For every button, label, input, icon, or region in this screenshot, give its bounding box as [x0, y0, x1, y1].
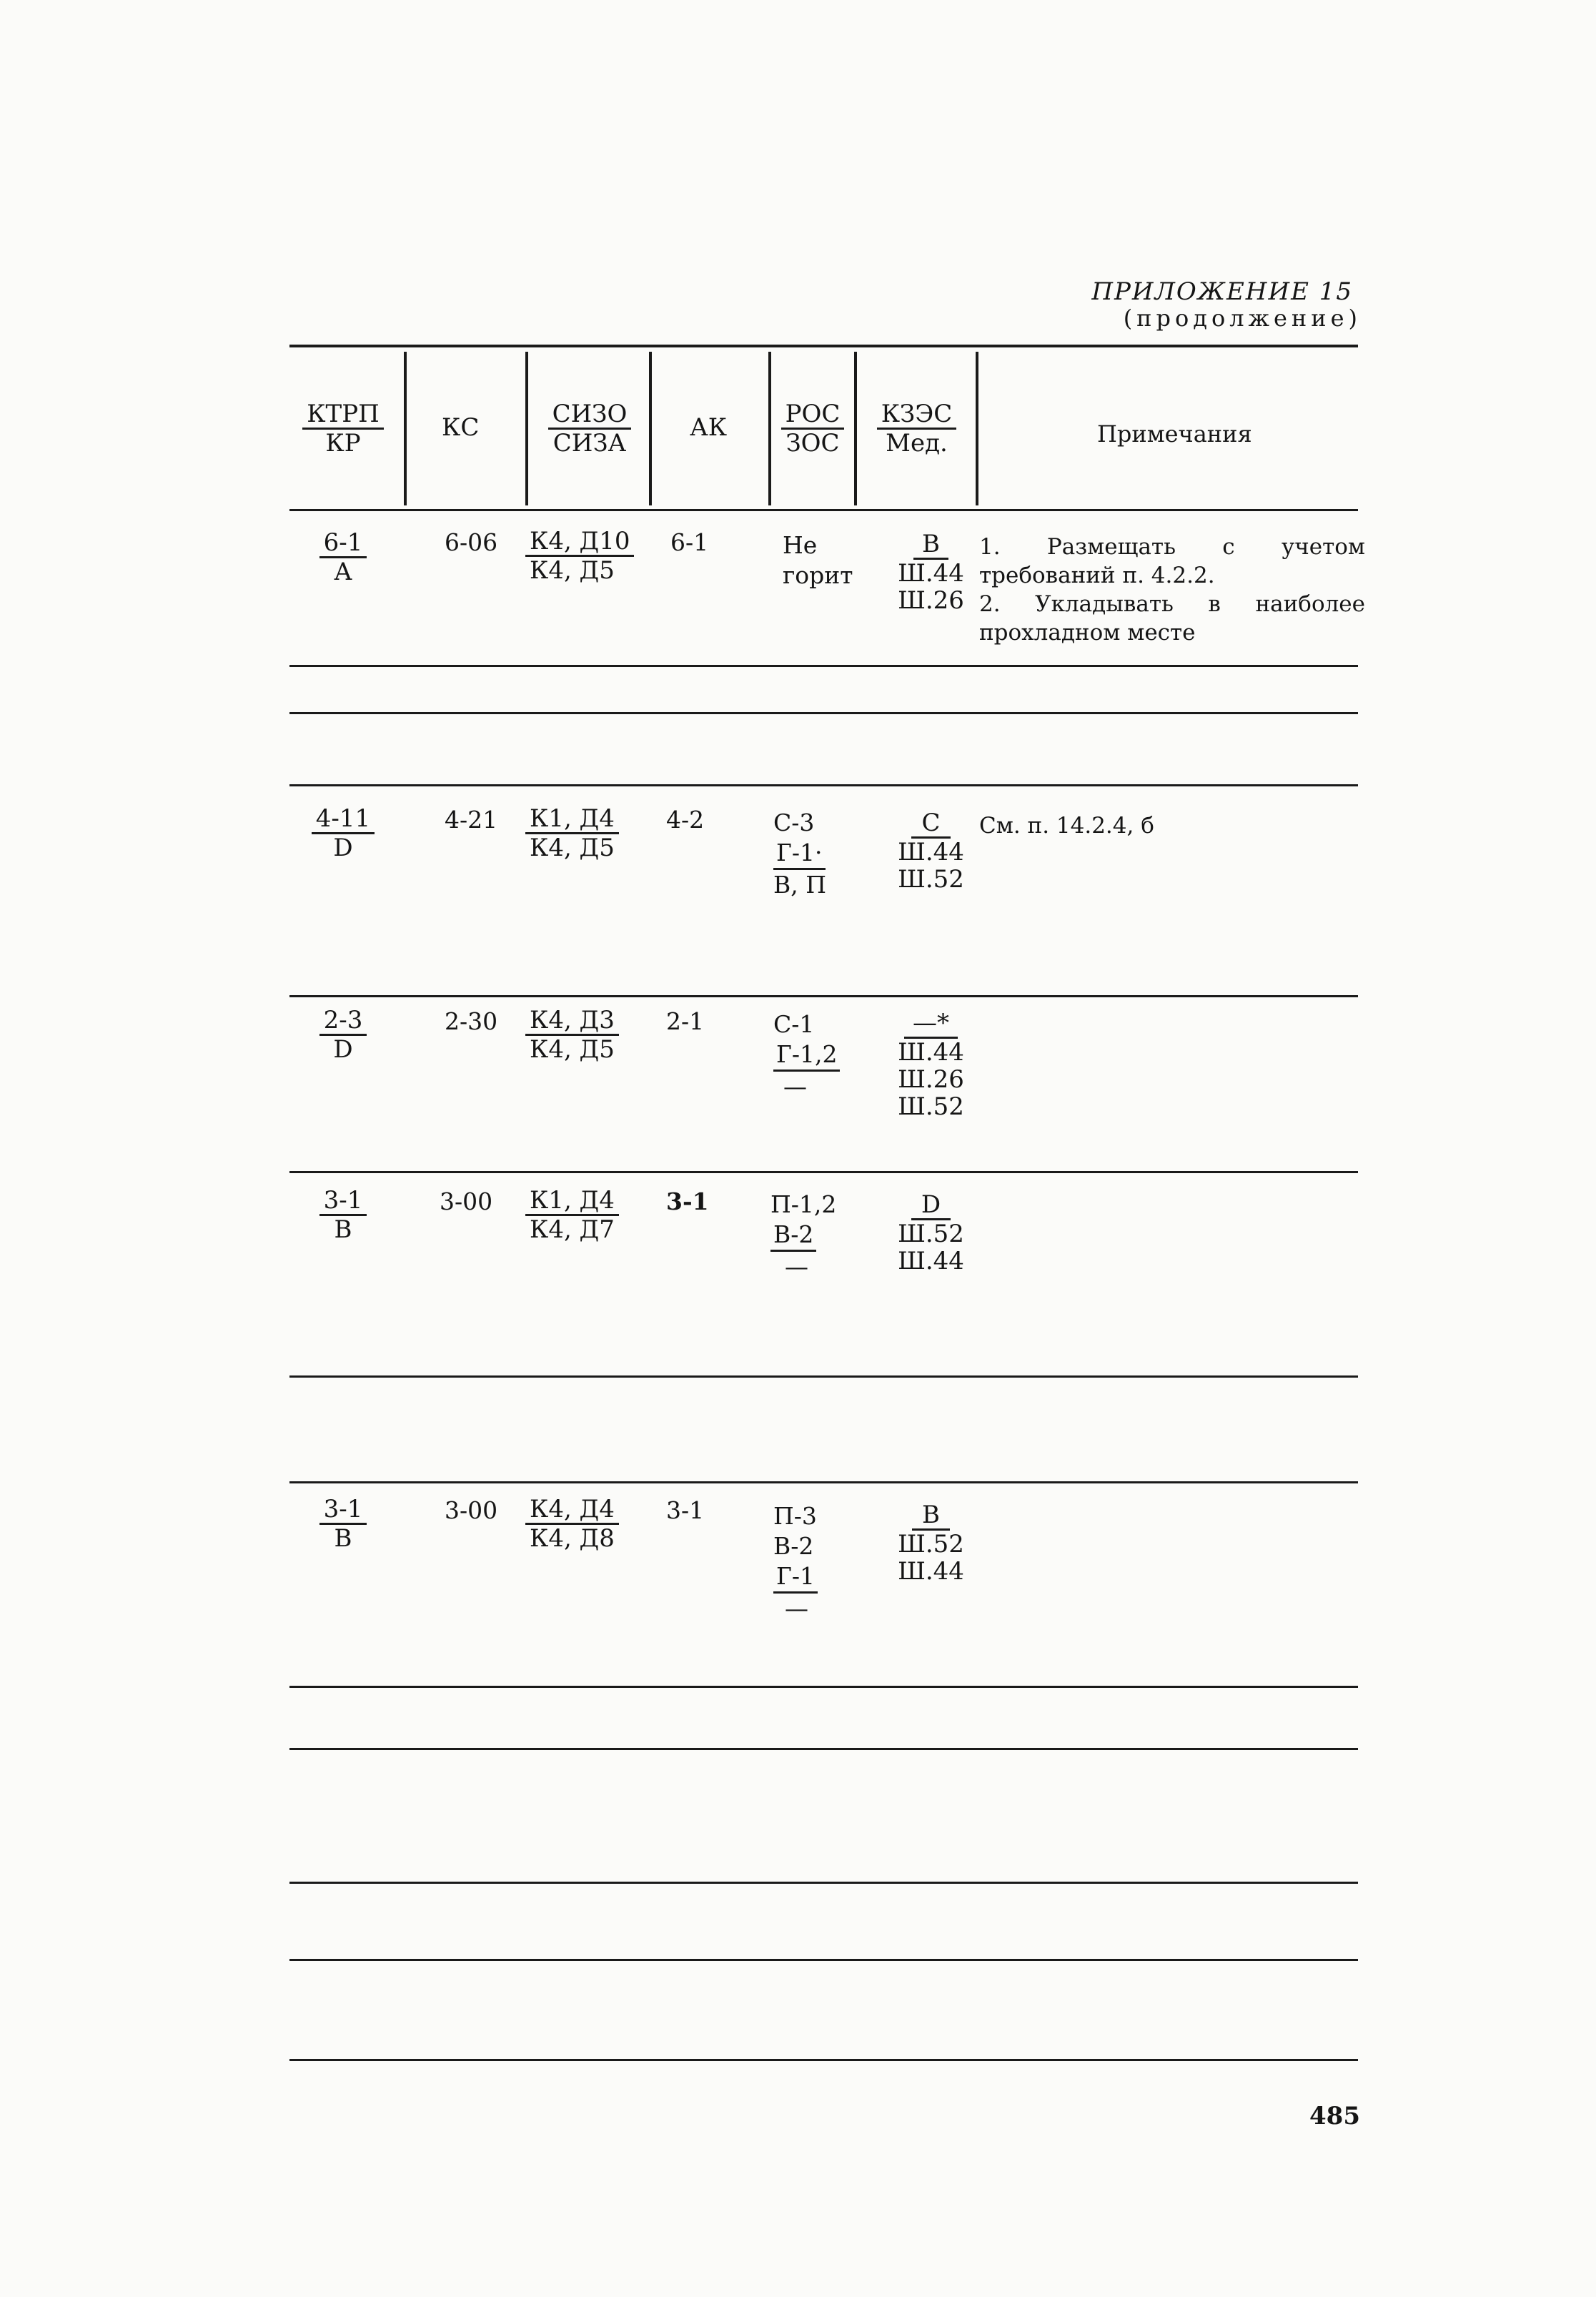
row1-med-2: Ш.26 [898, 586, 964, 615]
header-separator-5 [854, 352, 857, 505]
row3-ak: 2-1 [666, 1007, 705, 1035]
header-separator-3 [649, 352, 652, 505]
row4-med-1: Ш.52 [898, 1220, 964, 1248]
row2-kzes-med [886, 809, 976, 893]
row5-med-2: Ш.44 [898, 1557, 964, 1586]
row-rule [289, 1882, 1358, 1884]
row5-ktrp: 3-1 [319, 1496, 367, 1525]
row4-zos: — [785, 1253, 808, 1280]
header-separator-4 [768, 352, 771, 505]
row4-ros [770, 1190, 836, 1282]
row5-kzes: В [912, 1501, 950, 1531]
row1-sizo: К4, Д10 [525, 528, 634, 557]
row1-siza: К4, Д5 [530, 556, 615, 585]
row3-sizo: К4, Д3 [525, 1007, 619, 1036]
row5-kzes-med [886, 1501, 976, 1585]
row5-sizo-siza [525, 1496, 643, 1552]
row-rule [289, 784, 1358, 786]
row2-ak: 4-2 [666, 806, 705, 834]
row1-kzes: В [913, 530, 948, 560]
row1-ktrp: 6-1 [319, 529, 367, 558]
row-rule [289, 2059, 1358, 2061]
row2-sizo: К1, Д4 [525, 805, 619, 834]
row-rule [289, 1748, 1358, 1750]
header-ros: РОС [781, 400, 845, 430]
header-siza: СИЗА [552, 429, 627, 458]
row1-med-1: Ш.44 [898, 559, 964, 588]
row4-med-2: Ш.44 [898, 1247, 964, 1275]
header-med: Мед. [886, 429, 948, 458]
row1-note-1: 1. Размещать с учетом требований п. 4.2.2. [979, 534, 1365, 588]
row2-ros [773, 808, 826, 900]
row5-ak: 3-1 [666, 1496, 705, 1524]
header-ks: КС [442, 413, 480, 442]
header-kr: КР [325, 429, 361, 458]
row4-sizo: К1, Д4 [525, 1187, 619, 1216]
header-bottom-rule [289, 509, 1358, 511]
row1-notes [979, 533, 1365, 647]
row3-ros-line2: Г-1,2 [773, 1039, 840, 1072]
row1-note-2: 2. Укладывать в наиболее прохладном месте [979, 591, 1365, 646]
row3-sizo-siza [525, 1007, 643, 1063]
row2-kzes: С [911, 809, 950, 839]
header-ros-zos [773, 400, 852, 457]
row3-ros-line1: С-1 [773, 1010, 815, 1038]
row5-ros-line1: П-3 [773, 1502, 817, 1530]
row5-ros-line3: Г-1 [773, 1561, 818, 1594]
row-rule [289, 1171, 1358, 1173]
appendix-title: ПРИЛОЖЕНИЕ 15 [1091, 277, 1353, 306]
row3-ros [773, 1009, 840, 1102]
page-number: 485 [1309, 2102, 1360, 2130]
appendix-subtitle: (продолжение) [1123, 305, 1362, 332]
row3-kzes-med [886, 1009, 976, 1120]
row3-med-3: Ш.52 [898, 1092, 964, 1121]
row2-ros-line1: С-3 [773, 809, 815, 836]
row-rule [289, 1375, 1358, 1378]
header-kzes: КЗЭС [877, 400, 957, 430]
row3-med-2: Ш.26 [898, 1065, 964, 1094]
row5-ks: 3-00 [445, 1496, 498, 1524]
row2-med-1: Ш.44 [898, 838, 964, 866]
row3-ktrp-kr [289, 1007, 397, 1063]
header-separator-6 [976, 352, 978, 505]
header-zos: ЗОС [785, 429, 840, 458]
row3-zos: — [783, 1072, 807, 1100]
row4-ks: 3-00 [440, 1187, 493, 1215]
header-ktrp-kr [289, 400, 397, 457]
header-ak: АК [690, 413, 728, 442]
row-rule [289, 1481, 1358, 1483]
row2-med-2: Ш.52 [898, 865, 964, 894]
row2-kr: D [333, 834, 353, 862]
row2-siza: К4, Д5 [530, 834, 615, 862]
row3-ktrp: 2-3 [319, 1007, 367, 1036]
row-rule [289, 712, 1358, 714]
row4-ak: 3-1 [666, 1187, 709, 1215]
row-rule [289, 1959, 1358, 1961]
row5-ros-line2: В-2 [773, 1532, 814, 1560]
row1-ros-line1: Не [783, 531, 818, 559]
row1-ak: 6-1 [670, 528, 709, 556]
row2-ros-line2: Г-1· [773, 838, 826, 870]
row4-ktrp-kr [289, 1187, 397, 1243]
row4-kr: В [334, 1215, 352, 1244]
header-ktrp: КТРП [302, 400, 384, 430]
row1-ktrp-kr [289, 529, 397, 586]
header-separator-2 [525, 352, 528, 505]
row5-sizo: К4, Д4 [525, 1496, 619, 1525]
row4-ros-line2: В-2 [770, 1220, 816, 1252]
header-top-rule [289, 345, 1358, 347]
row-rule [289, 1686, 1358, 1688]
row2-sizo-siza [525, 805, 643, 861]
row1-ros-line2: горит [783, 561, 853, 589]
row3-siza: К4, Д5 [530, 1035, 615, 1064]
row-rule [289, 995, 1358, 997]
row5-ros [773, 1501, 818, 1624]
row2-ks: 4-21 [445, 806, 498, 834]
row1-kr: А [334, 558, 352, 586]
row1-ks: 6-06 [445, 528, 498, 556]
row-rule [289, 665, 1358, 667]
row5-zos: — [785, 1594, 808, 1622]
row3-kr: D [333, 1035, 353, 1064]
row3-med-1: Ш.44 [898, 1038, 964, 1067]
header-notes: Примечания [1097, 420, 1252, 448]
row2-ktrp-kr [289, 805, 397, 861]
row3-kzes: —* [904, 1009, 958, 1039]
row2-ktrp: 4-11 [312, 805, 375, 834]
row4-kzes: D [911, 1191, 951, 1220]
row4-ktrp: 3-1 [319, 1187, 367, 1216]
row5-siza: К4, Д8 [530, 1524, 615, 1553]
header-kzes-med [861, 400, 972, 457]
row5-kr: В [334, 1524, 352, 1553]
row4-kzes-med [886, 1191, 976, 1275]
header-sizo: СИЗО [548, 400, 632, 430]
row3-ks: 2-30 [445, 1007, 498, 1035]
row4-ros-line1: П-1,2 [770, 1190, 837, 1218]
row1-kzes-med [886, 530, 976, 614]
row2-zos: В, П [773, 871, 827, 899]
header-separator-1 [404, 352, 407, 505]
row2-notes: См. п. 14.2.4, б [979, 813, 1154, 839]
row5-ktrp-kr [289, 1496, 397, 1552]
row1-sizo-siza [525, 528, 643, 584]
header-sizo-siza [532, 400, 647, 457]
row4-siza: К4, Д7 [530, 1215, 615, 1244]
row1-ros [783, 530, 853, 591]
row5-med-1: Ш.52 [898, 1530, 964, 1558]
row4-sizo-siza [525, 1187, 643, 1243]
